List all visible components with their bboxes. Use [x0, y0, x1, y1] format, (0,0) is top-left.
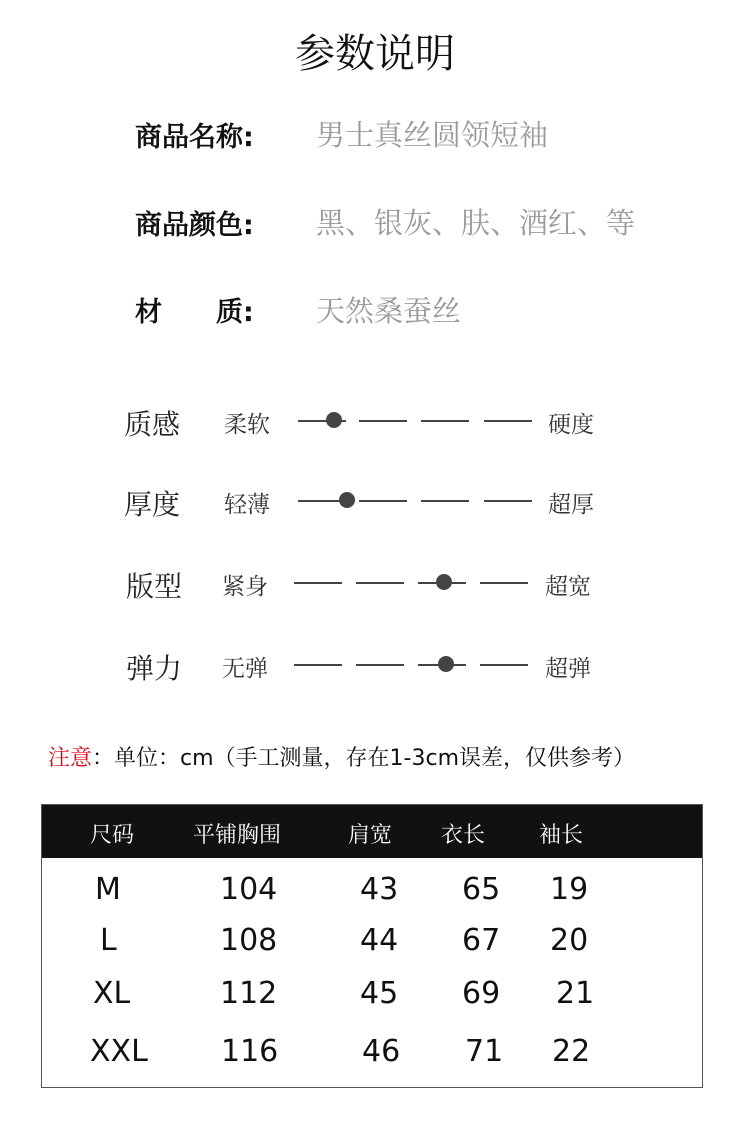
- cell-length: 69: [462, 976, 501, 1011]
- scale-segment: [359, 420, 407, 422]
- info-label: 商品名称:: [135, 122, 254, 153]
- scale-segment: [356, 664, 404, 666]
- cell-size: M: [95, 872, 121, 907]
- cell-chest: 104: [220, 872, 278, 907]
- size-table: [41, 804, 703, 1088]
- scale-right-label: 超宽: [545, 574, 591, 600]
- scale-name: 版型: [126, 570, 183, 603]
- scale-segment: [359, 500, 407, 502]
- scale-marker-dot: [339, 492, 355, 508]
- scale-segment: [294, 582, 342, 584]
- measurement-notice: [48, 741, 635, 772]
- cell-sleeve: 20: [550, 923, 589, 958]
- scale-segment: [421, 500, 469, 502]
- info-label: 商品颜色:: [135, 210, 254, 241]
- scale-marker-dot: [436, 574, 452, 590]
- cell-sleeve: 21: [556, 976, 595, 1011]
- scale-marker-dot: [326, 412, 342, 428]
- header-length: 衣长: [441, 823, 486, 848]
- scale-name: 质感: [124, 408, 181, 441]
- cell-size: XL: [93, 976, 131, 1011]
- scale-right-label: 超弹: [545, 656, 591, 682]
- scale-left-label: 柔软: [224, 412, 270, 438]
- header-shoulder: 肩宽: [348, 823, 393, 848]
- cell-shoulder: 44: [360, 923, 399, 958]
- scale-left-label: 紧身: [222, 574, 268, 600]
- scale-left-label: 无弹: [222, 656, 268, 682]
- info-label: 材 质:: [135, 297, 254, 328]
- cell-shoulder: 43: [360, 872, 399, 907]
- scale-segment: [421, 420, 469, 422]
- scale-segment: [480, 582, 528, 584]
- cell-size: XXL: [90, 1034, 148, 1069]
- cell-chest: 116: [221, 1034, 279, 1069]
- info-value: 天然桑蚕丝: [316, 294, 462, 328]
- cell-sleeve: 22: [552, 1034, 591, 1069]
- scale-segment: [484, 500, 532, 502]
- cell-size: L: [100, 923, 117, 958]
- notice-label: 注意: [48, 746, 93, 771]
- scale-right-label: 硬度: [548, 412, 594, 438]
- info-value: 黑、银灰、肤、酒红、等: [316, 206, 636, 240]
- scale-marker-dot: [438, 656, 454, 672]
- cell-chest: 108: [220, 923, 278, 958]
- scale-segment: [480, 664, 528, 666]
- scale-name: 弹力: [126, 652, 183, 685]
- header-sleeve: 袖长: [539, 823, 584, 848]
- scale-left-label: 轻薄: [224, 492, 270, 518]
- cell-length: 67: [462, 923, 501, 958]
- header-size: 尺码: [90, 823, 135, 848]
- info-value: 男士真丝圆领短袖: [316, 118, 549, 152]
- cell-length: 65: [462, 872, 501, 907]
- cell-length: 71: [465, 1034, 504, 1069]
- notice-text: ：单位：cm（手工测量，存在1-3cm误差，仅供参考）: [92, 746, 636, 771]
- scale-name: 厚度: [124, 488, 181, 521]
- cell-shoulder: 45: [360, 976, 399, 1011]
- size-table-header: [42, 805, 702, 858]
- scale-segment: [356, 582, 404, 584]
- scale-right-label: 超厚: [548, 492, 594, 518]
- cell-chest: 112: [220, 976, 278, 1011]
- cell-shoulder: 46: [362, 1034, 401, 1069]
- scale-segment: [294, 664, 342, 666]
- cell-sleeve: 19: [550, 872, 589, 907]
- scale-segment: [484, 420, 532, 422]
- page-title: 参数说明: [295, 31, 455, 77]
- header-chest: 平铺胸围: [193, 823, 282, 848]
